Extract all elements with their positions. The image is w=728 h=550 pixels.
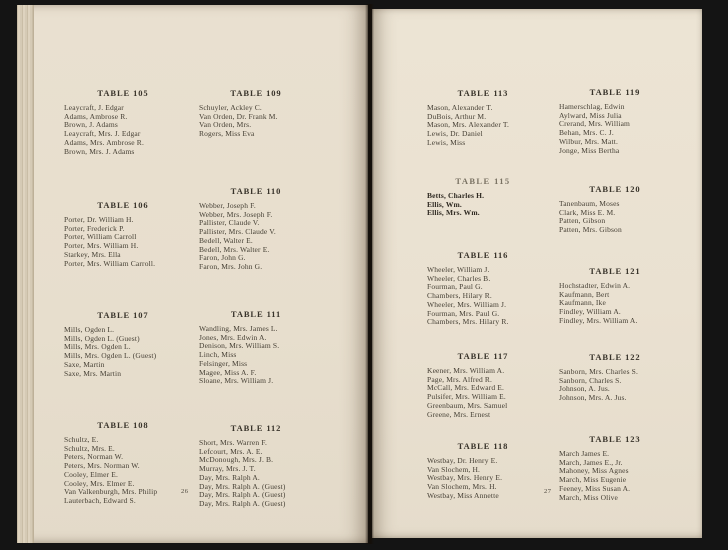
- table-119-title: TABLE 119: [589, 87, 641, 97]
- page-edge-stack: [17, 5, 34, 543]
- guest-name: Schuyler, Ackley C.: [199, 103, 262, 112]
- table-107-names: [64, 326, 182, 378]
- guest-name: Porter, Dr. William H.: [64, 215, 134, 224]
- guest-name: Day, Mrs. Ralph A. (Guest): [199, 498, 286, 508]
- guest-name: Mills, Mrs. Ogden L.: [64, 342, 131, 352]
- guest-name: Ellis, Wm.: [427, 199, 462, 209]
- table-106-title: TABLE 106: [97, 200, 149, 210]
- guest-name: Patten, Mrs. Gibson: [559, 225, 622, 235]
- table-115: [427, 176, 539, 218]
- table-122-names: [559, 368, 671, 403]
- guest-name: March, Miss Eugenie: [559, 475, 627, 485]
- guest-name: Lewis, Dr. Daniel: [427, 129, 483, 139]
- guest-name: Wheeler, Charles B.: [427, 273, 491, 283]
- guest-name: Schultz, E.: [64, 435, 99, 444]
- guest-name: Rogers, Miss Eva: [199, 129, 255, 139]
- guest-name: Page, Mrs. Alfred R.: [427, 374, 493, 384]
- guest-name: March James E.: [559, 449, 610, 458]
- guest-name: Saxe, Martin: [64, 359, 105, 369]
- table-110-names: [199, 202, 313, 272]
- table-115-names: [427, 192, 539, 218]
- guest-name: Mills, Mrs. Ogden L. (Guest): [64, 351, 157, 361]
- table-116-names: [427, 266, 539, 327]
- guest-name: Betts, Charles H.: [427, 191, 485, 200]
- guest-name: Keener, Mrs. William A.: [427, 366, 505, 375]
- table-105-title: TABLE 105: [97, 88, 149, 98]
- guest-name: Peters, Mrs. Norman W.: [64, 461, 140, 471]
- guest-name: Aylward, Miss Julia: [559, 110, 622, 120]
- guest-name: Jonge, Miss Bertha: [559, 145, 620, 155]
- guest-name: Saxe, Mrs. Martin: [64, 368, 122, 378]
- table-123: [559, 434, 671, 502]
- guest-name: Westbay, Miss Annette: [427, 490, 499, 500]
- guest-name: Jones, Mrs. Edwin A.: [199, 332, 267, 342]
- guest-name: Ellis, Mrs. Wm.: [427, 208, 480, 218]
- guest-name: Lauterbach, Edward S.: [64, 495, 136, 505]
- page-number-left: 26: [181, 488, 189, 495]
- guest-name: Lefcourt, Mrs. A. E.: [199, 446, 263, 456]
- guest-name: Van Slochem, Mrs. H.: [427, 482, 497, 492]
- table-119: [559, 87, 671, 155]
- guest-name: Feeney, Miss Susan A.: [559, 483, 631, 493]
- guest-name: Cooley, Elmer E.: [64, 469, 118, 479]
- table-117-title: TABLE 117: [457, 351, 509, 361]
- guest-name: Day, Mrs. Ralph A. (Guest): [199, 481, 286, 491]
- table-113-title: TABLE 113: [457, 88, 509, 98]
- guest-name: Mahoney, Miss Agnes: [559, 466, 629, 476]
- table-107-title: TABLE 107: [97, 310, 149, 320]
- guest-name: Wheeler, Mrs. William J.: [427, 299, 507, 309]
- guest-name: Faron, John G.: [199, 253, 246, 263]
- guest-name: Webber, Joseph F.: [199, 201, 256, 210]
- table-117: [427, 351, 539, 419]
- guest-name: McDonough, Mrs. J. B.: [199, 455, 274, 465]
- guest-name: Clark, Miss E. M.: [559, 207, 616, 217]
- guest-name: Webber, Mrs. Joseph F.: [199, 209, 273, 219]
- table-110: [199, 186, 313, 272]
- guest-name: Van Orden, Mrs.: [199, 120, 252, 130]
- guest-name: Wandling, Mrs. James L.: [199, 324, 278, 333]
- guest-name: Pallister, Mrs. Claude V.: [199, 227, 276, 237]
- guest-name: Felsinger, Miss: [199, 358, 248, 368]
- table-106-names: [64, 216, 182, 268]
- table-109: [199, 88, 313, 139]
- guest-name: Sanborn, Charles S.: [559, 375, 622, 385]
- guest-name: Van Orden, Dr. Frank M.: [199, 111, 278, 121]
- guest-name: Short, Mrs. Warren F.: [199, 438, 268, 447]
- guest-name: Adams, Ambrose R.: [64, 111, 128, 121]
- guest-name: March, James E., Jr.: [559, 457, 623, 467]
- page-number-right: 27: [544, 488, 552, 495]
- guest-name: Chambers, Hilary R.: [427, 291, 492, 301]
- guest-name: Johnson, A. Jus.: [559, 384, 610, 394]
- book-gutter: [365, 4, 374, 544]
- table-111-title: TABLE 111: [230, 309, 282, 319]
- guest-name: Greenbaum, Mrs. Samuel: [427, 400, 508, 410]
- guest-name: Patten, Gibson: [559, 216, 606, 226]
- table-116: [427, 250, 539, 327]
- table-117-names: [427, 367, 539, 419]
- guest-name: Westbay, Mrs. Henry E.: [427, 473, 503, 483]
- guest-name: Murray, Mrs. J. T.: [199, 464, 256, 474]
- table-113: [427, 88, 539, 148]
- guest-name: Sanborn, Mrs. Charles S.: [559, 367, 639, 376]
- guest-name: Day, Mrs. Ralph A. (Guest): [199, 490, 286, 500]
- guest-name: Lewis, Miss: [427, 137, 466, 147]
- guest-name: Westbay, Dr. Henry E.: [427, 456, 498, 465]
- table-113-names: [427, 104, 539, 148]
- guest-name: Leaycraft, Mrs. J. Edgar: [64, 129, 141, 139]
- guest-name: Denison, Mrs. William S.: [199, 341, 280, 351]
- guest-name: Porter, Mrs. William H.: [64, 241, 139, 251]
- guest-name: Magee, Miss A. F.: [199, 367, 257, 377]
- table-116-title: TABLE 116: [457, 250, 509, 260]
- guest-name: Van Slochem, H.: [427, 464, 481, 474]
- guest-name: Hamerschlag, Edwin: [559, 102, 625, 111]
- table-118-title: TABLE 118: [457, 441, 509, 451]
- guest-name: Peters, Norman W.: [64, 452, 124, 462]
- table-105: [64, 88, 182, 156]
- table-123-title: TABLE 123: [589, 434, 641, 444]
- guest-name: Mills, Ogden L. (Guest): [64, 333, 140, 343]
- guest-name: Schultz, Mrs. E.: [64, 443, 115, 453]
- table-108-names: [64, 436, 182, 506]
- table-109-title: TABLE 109: [230, 88, 282, 98]
- guest-name: Mason, Mrs. Alexander T.: [427, 120, 510, 130]
- guest-name: Porter, William Carroll: [64, 232, 137, 242]
- table-108: [64, 420, 182, 506]
- guest-name: Bedell, Walter E.: [199, 235, 253, 245]
- table-120-title: TABLE 120: [589, 184, 641, 194]
- guest-name: Greene, Mrs. Ernest: [427, 409, 491, 419]
- guest-name: DuBois, Arthur M.: [427, 111, 487, 121]
- guest-name: Day, Mrs. Ralph A.: [199, 472, 260, 482]
- guest-name: Bedell, Mrs. Walter E.: [199, 244, 270, 254]
- table-120-names: [559, 200, 671, 235]
- guest-name: Brown, Mrs. J. Adams: [64, 146, 135, 156]
- table-121: [559, 266, 671, 326]
- guest-name: Cooley, Mrs. Elmer E.: [64, 478, 135, 488]
- table-105-names: [64, 104, 182, 156]
- guest-name: Chambers, Mrs. Hilary R.: [427, 317, 509, 327]
- guest-name: Leaycraft, J. Edgar: [64, 103, 124, 112]
- guest-name: Wheeler, William J.: [427, 265, 490, 274]
- table-111-names: [199, 325, 313, 386]
- guest-name: Fourman, Paul G.: [427, 282, 483, 292]
- table-123-names: [559, 450, 671, 502]
- table-115-title: TABLE 115: [455, 176, 511, 186]
- guest-name: Faron, Mrs. John G.: [199, 261, 263, 271]
- table-118: [427, 441, 539, 501]
- guest-name: Johnson, Mrs. A. Jus.: [559, 393, 627, 403]
- guest-name: Linch, Miss: [199, 350, 237, 360]
- table-120: [559, 184, 671, 235]
- guest-name: Porter, Frederick P.: [64, 223, 125, 233]
- guest-name: Van Valkenburgh, Mrs. Philip: [64, 487, 158, 497]
- guest-name: Hochstadter, Edwin A.: [559, 281, 631, 290]
- table-110-title: TABLE 110: [230, 186, 282, 196]
- guest-name: Findley, William A.: [559, 307, 621, 317]
- guest-name: Wilbur, Mrs. Matt.: [559, 136, 618, 146]
- guest-name: Porter, Mrs. William Carroll.: [64, 258, 156, 268]
- table-109-names: [199, 104, 313, 139]
- guest-name: Fourman, Mrs. Paul G.: [427, 308, 500, 318]
- table-121-title: TABLE 121: [589, 266, 641, 276]
- table-122-title: TABLE 122: [589, 352, 641, 362]
- table-118-names: [427, 457, 539, 501]
- guest-name: Pallister, Claude V.: [199, 218, 260, 228]
- guest-name: Kaufmann, Ike: [559, 298, 606, 308]
- guest-name: McCall, Mrs. Edward E.: [427, 383, 505, 393]
- guest-name: March, Miss Olive: [559, 492, 619, 502]
- guest-name: Pulsifer, Mrs. William E.: [427, 392, 506, 402]
- table-112-title: TABLE 112: [230, 423, 282, 433]
- guest-name: Brown, J. Adams: [64, 120, 118, 130]
- table-112: [199, 423, 313, 509]
- table-111: [199, 309, 313, 386]
- table-112-names: [199, 439, 313, 509]
- guest-name: Kaufmann, Bert: [559, 289, 610, 299]
- table-106: [64, 200, 182, 268]
- table-121-names: [559, 282, 671, 326]
- guest-name: Adams, Mrs. Ambrose R.: [64, 137, 144, 147]
- guest-name: Findley, Mrs. William A.: [559, 315, 638, 325]
- table-108-title: TABLE 108: [97, 420, 149, 430]
- table-119-names: [559, 103, 671, 155]
- guest-name: Behan, Mrs. C. J.: [559, 128, 614, 138]
- guest-name: Sloane, Mrs. William J.: [199, 376, 274, 386]
- table-122: [559, 352, 671, 403]
- guest-name: Tanenbaum, Moses: [559, 199, 620, 208]
- table-107: [64, 310, 182, 378]
- guest-name: Mills, Ogden L.: [64, 325, 115, 334]
- guest-name: Starkey, Mrs. Ella: [64, 249, 121, 259]
- guest-name: Crerand, Mrs. William: [559, 119, 631, 129]
- guest-name: Mason, Alexander T.: [427, 103, 493, 112]
